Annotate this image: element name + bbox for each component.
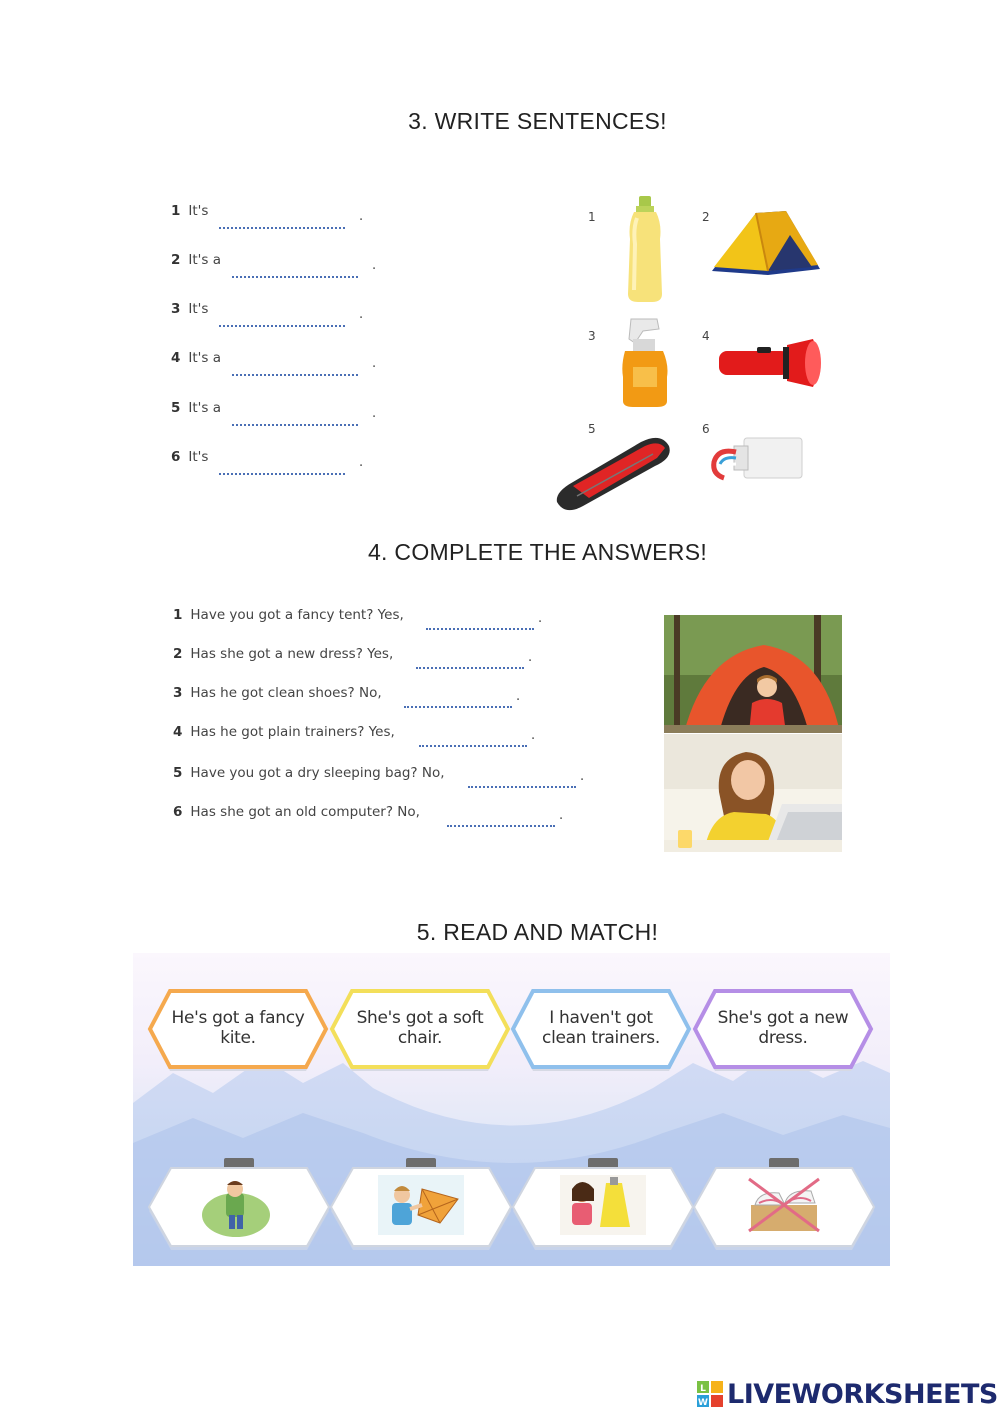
sentence-prefix: It's (188, 301, 209, 317)
sleeping-bag-image (553, 432, 673, 514)
answer-input[interactable] (416, 648, 528, 668)
toothpaste-image (708, 432, 804, 488)
picture-card[interactable] (510, 1158, 696, 1254)
sentence-line: clean trainers. (542, 1028, 660, 1048)
shampoo-bottle-image (620, 194, 670, 304)
row-number: 3 (173, 685, 183, 701)
row-number: 4 (171, 350, 181, 366)
full-stop: . (372, 258, 377, 273)
section-4-title: 4. COMPLETE THE ANSWERS! (367, 539, 708, 565)
full-stop: . (531, 728, 536, 743)
sentence-row (171, 203, 208, 219)
answer-blank-line (219, 473, 345, 475)
answer-blank-line (416, 667, 524, 669)
sentence-line: She's got a soft (356, 1008, 484, 1028)
question-text: Has he got plain trainers? Yes, (190, 724, 395, 740)
girl-with-laptop-photo (664, 734, 842, 852)
question-row (173, 765, 445, 781)
picture-card[interactable] (328, 1158, 514, 1254)
picture-card[interactable] (691, 1158, 877, 1254)
boy-in-tent-photo (664, 615, 842, 733)
answer-blank-line (219, 227, 345, 229)
row-number: 4 (173, 724, 183, 740)
row-number: 6 (171, 449, 181, 465)
row-number: 6 (173, 804, 183, 820)
question-row (173, 685, 382, 701)
question-row (173, 646, 393, 662)
answer-blank-line (232, 424, 358, 426)
section-3-title: 3. WRITE SENTENCES! (408, 108, 667, 134)
full-stop: . (528, 650, 533, 665)
sentence-prefix: It's (188, 203, 209, 219)
picture-number: 4 (702, 329, 710, 343)
answer-input[interactable] (419, 726, 531, 746)
full-stop: . (538, 611, 543, 626)
full-stop: . (359, 455, 364, 470)
answer-input[interactable] (404, 687, 516, 707)
answer-blank-line (404, 706, 512, 708)
full-stop: . (359, 307, 364, 322)
answer-blank-line (426, 628, 534, 630)
answer-blank-line (447, 825, 555, 827)
question-text: Has she got an old computer? No, (190, 804, 420, 820)
question-text: Have you got a fancy tent? Yes, (190, 607, 404, 623)
question-row (173, 607, 404, 623)
sentence-row (171, 400, 221, 416)
picture-number: 3 (588, 329, 596, 343)
picture-number: 2 (702, 210, 710, 224)
row-number: 1 (171, 203, 181, 219)
answer-blank-line (419, 745, 527, 747)
read-and-match-panel (133, 953, 890, 1266)
sentence-line: kite. (220, 1028, 256, 1048)
answer-input[interactable] (219, 453, 349, 473)
answer-input[interactable] (447, 806, 559, 826)
sentence-prefix: It's a (188, 252, 221, 268)
sentence-line: He's got a fancy (171, 1008, 305, 1028)
sentence-row (171, 252, 221, 268)
sentence-prefix: It's a (188, 400, 221, 416)
sentence-card[interactable] (513, 1008, 689, 1048)
row-number: 1 (173, 607, 183, 623)
question-text: Have you got a dry sleeping bag? No, (190, 765, 445, 781)
full-stop: . (372, 406, 377, 421)
full-stop: . (559, 808, 564, 823)
sentence-prefix: It's (188, 449, 209, 465)
picture-number: 1 (588, 210, 596, 224)
tent-image (708, 205, 822, 277)
answer-input[interactable] (468, 767, 580, 787)
row-number: 2 (171, 252, 181, 268)
logo-letter: W (698, 1398, 708, 1407)
liveworksheets-logo (697, 1378, 998, 1410)
logo-icon (697, 1381, 723, 1407)
full-stop: . (516, 689, 521, 704)
sentence-card[interactable] (150, 1008, 326, 1048)
answer-input[interactable] (219, 305, 349, 325)
picture-number: 5 (588, 422, 596, 436)
sentence-row (171, 449, 208, 465)
girl-with-dress-image (560, 1175, 646, 1235)
sentence-row (171, 350, 221, 366)
picture-card[interactable] (146, 1158, 332, 1254)
full-stop: . (359, 209, 364, 224)
picture-number: 6 (702, 422, 710, 436)
answer-input[interactable] (232, 404, 362, 424)
answer-blank-line (468, 786, 576, 788)
logo-text: LIVEWORKSHEETS (727, 1378, 998, 1410)
sentence-row (171, 301, 208, 317)
sentence-line: chair. (397, 1028, 443, 1048)
answer-input[interactable] (232, 354, 362, 374)
answer-input[interactable] (232, 256, 362, 276)
row-number: 5 (171, 400, 181, 416)
question-row (173, 724, 395, 740)
sentence-card[interactable] (332, 1008, 508, 1048)
question-row (173, 804, 420, 820)
question-text: Has she got a new dress? Yes, (190, 646, 394, 662)
answer-blank-line (232, 374, 358, 376)
boy-with-kite-image (378, 1175, 464, 1235)
row-number: 3 (171, 301, 181, 317)
question-text: Has he got clean shoes? No, (190, 685, 382, 701)
sentence-line: She's got a new (717, 1008, 849, 1028)
logo-letter: L (700, 1384, 706, 1394)
answer-input[interactable] (426, 609, 538, 629)
sun-cream-spray-image (613, 315, 675, 410)
row-number: 2 (173, 646, 183, 662)
sentence-prefix: It's a (188, 350, 221, 366)
full-stop: . (372, 356, 377, 371)
sentence-line: dress. (758, 1028, 808, 1048)
sentence-line: I haven't got (549, 1008, 653, 1028)
answer-blank-line (219, 325, 345, 327)
sentence-card[interactable] (695, 1008, 871, 1048)
section-5-title: 5. READ AND MATCH! (416, 919, 659, 945)
row-number: 5 (173, 765, 183, 781)
full-stop: . (580, 769, 585, 784)
answer-blank-line (232, 276, 358, 278)
torch-image (717, 335, 823, 391)
answer-input[interactable] (219, 207, 349, 227)
